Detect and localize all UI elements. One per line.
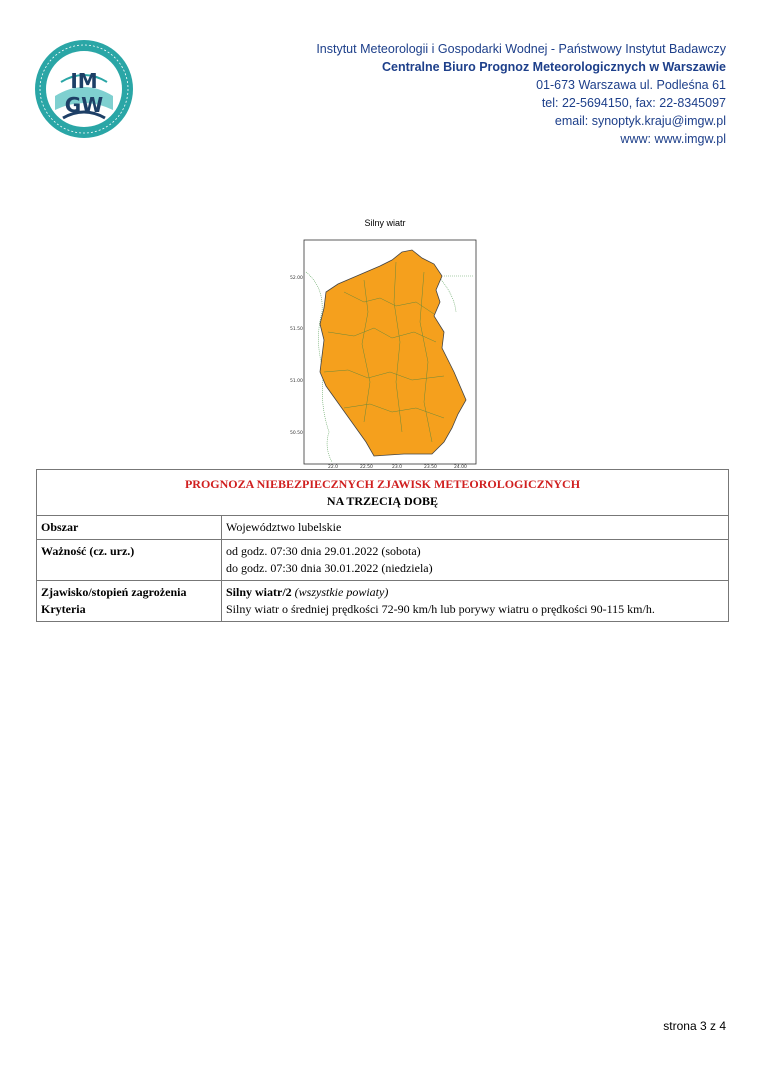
map-title: Silny wiatr (364, 218, 406, 228)
phenomenon-scope: (wszystkie powiaty) (294, 585, 389, 599)
phone: tel: 22-5694150, fax: 22-8345097 (541, 96, 726, 110)
lon-label-2: 22.50 (360, 465, 373, 470)
institute-name: Instytut Meteorologii i Gospodarki Wodnej - Państwowy Instytut Badawczy (316, 42, 726, 56)
lat-label-3: 51.00 (290, 379, 303, 384)
svg-text:IM: IM (70, 69, 98, 93)
warning-title-cell (37, 470, 729, 516)
phenomenon-values (222, 581, 729, 622)
warning-title: PROGNOZA NIEBEZPIECZNYCH ZJAWISK METEOROLOGICZNYCH (184, 477, 581, 491)
phenomenon-value: Silny wiatr/2 (226, 585, 292, 599)
validity-from: od godz. 07:30 dnia 29.01.2022 (sobota) (226, 544, 421, 558)
lat-label-1: 52.00 (290, 276, 303, 281)
imgw-logo (33, 38, 135, 140)
page-number: strona 3 z 4 (663, 1019, 726, 1033)
area-value: Województwo lubelskie (222, 516, 729, 540)
lat-label-4: 50.50 (290, 431, 303, 436)
lon-label-4: 23.50 (424, 465, 437, 470)
email[interactable]: email: synoptyk.kraju@imgw.pl (554, 114, 726, 128)
validity-to: do godz. 07:30 dnia 30.01.2022 (niedziela) (226, 561, 433, 575)
validity-value (222, 540, 729, 581)
validity-label: Ważność (cz. urz.) (37, 540, 222, 581)
criteria-value: Silny wiatr o średniej prędkości 72-90 km/h lub porywy wiatru o prędkości 90-115 km/h. (226, 602, 655, 616)
warning-table (36, 469, 729, 622)
lon-label-3: 23.0 (392, 465, 403, 470)
address: 01-673 Warszawa ul. Podleśna 61 (536, 78, 726, 92)
svg-text:GW: GW (64, 93, 104, 117)
lon-label-5: 24.00 (454, 465, 467, 470)
warning-map (284, 232, 480, 470)
criteria-label: Kryteria (41, 602, 86, 616)
website[interactable]: www: www.imgw.pl (620, 132, 726, 146)
bureau-name: Centralne Biuro Prognoz Meteorologicznych w Warszawie (381, 60, 726, 74)
institute-header (316, 40, 726, 148)
phenomenon-label: Zjawisko/stopień zagrożenia (41, 585, 187, 599)
warning-subtitle: NA TRZECIĄ DOBĘ (326, 494, 439, 508)
lat-label-2: 51.50 (290, 327, 303, 332)
phenomenon-labels (37, 581, 222, 622)
area-label: Obszar (37, 516, 222, 540)
lon-label-1: 22.0 (328, 465, 339, 470)
